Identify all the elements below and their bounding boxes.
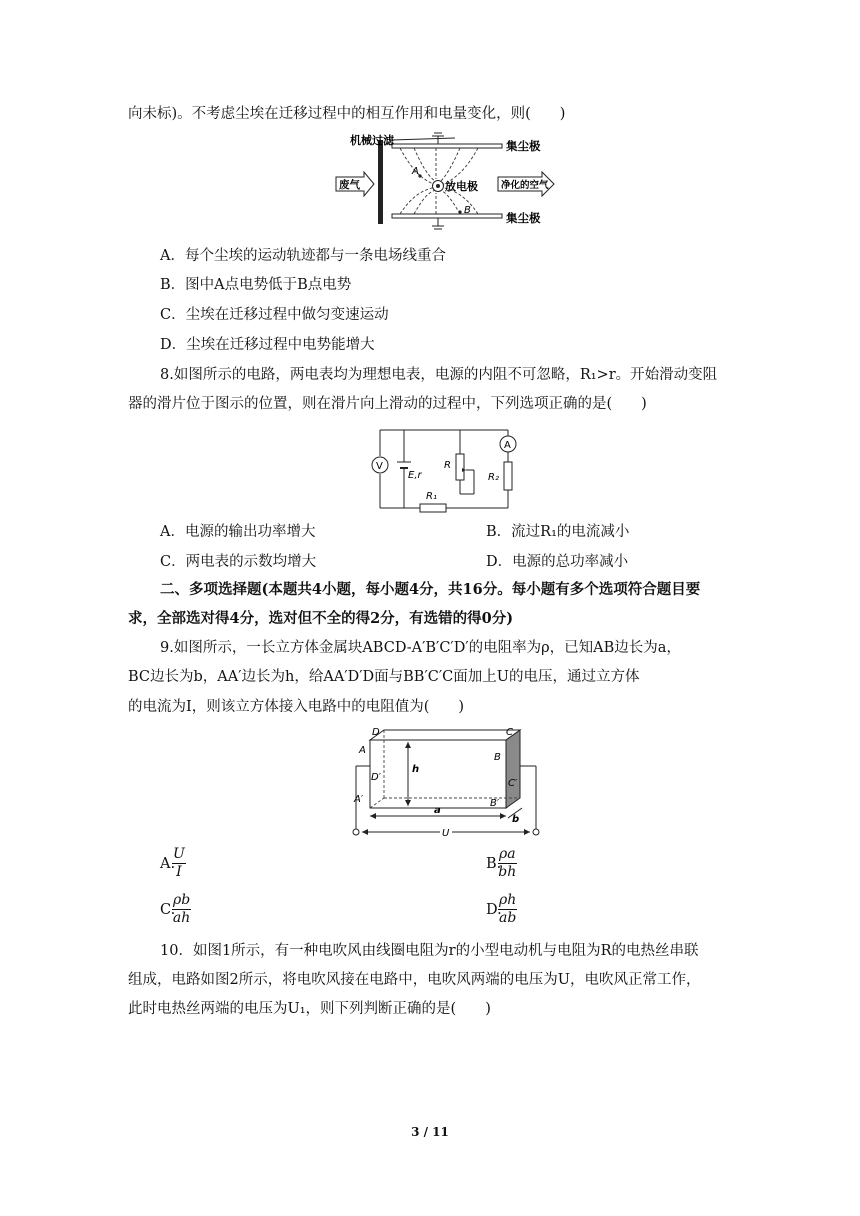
q9-stem-line1: 9.如图所示，一长立方体金属块ABCD-A′B′C′D′的电阻率为ρ，已知AB边长为a， [160,640,681,656]
page-number: 3 / 11 [411,1125,449,1139]
q9-option-d-fraction [498,892,517,927]
q9-option-d-numerator: ρh [499,892,517,908]
h-dimension-label: h [412,764,420,775]
u-label: U [442,828,450,839]
clean-air-label: 净化的空气 [501,180,549,191]
section2-heading-line1: 二、多项选择题(本题共4小题，每小题4分，共16分。每小题有多个选项符合题目要 [160,581,701,598]
q9-stem-line3: 的电流为I，则该立方体接入电路中的电阻值为( ) [128,699,465,715]
q8-option-d: D．电源的总功率减小 [486,554,629,570]
q9-option-b-fraction [498,846,517,881]
vertex-c: C [506,727,513,738]
q9-option-d-letter: D. [486,902,502,918]
q9-option-c-denominator: ah [172,910,191,926]
source-label: E,r [408,470,422,481]
q9-option-b-numerator: ρa [499,846,516,862]
point-a-label: A [412,166,419,177]
q9-option-a-letter: A. [160,856,176,872]
q8-circuit-figure [368,424,528,514]
vertex-c-prime: C′ [508,778,518,789]
q10-stem-line1: 10．如图1所示，有一种电吹风由线圈电阻为r的小型电动机与电阻为R的电热丝串联 [160,943,699,959]
b-dimension-label: b [512,814,520,825]
collector-bottom-label: 集尘极 [506,211,541,225]
q9-stem-line2: BC边长为b，AA′边长为h，给AA′D′D面与BB′C′C面加上U的电压，通过立方体 [128,669,640,685]
r1-label: R₁ [426,491,437,502]
q9-option-a-denominator: I [176,864,182,880]
vertex-b-prime: B′ [490,798,500,809]
q8-option-c: C．两电表的示数均增大 [160,554,317,570]
point-b-label: B [464,205,471,216]
waste-gas-label: 废气 [339,179,360,191]
q9-option-b-denominator: bh [498,864,517,880]
q8-stem-line1: 8.如图所示的电路，两电表均为理想电表，电源的内阻不可忽略，R₁>r。开始滑动变阻 [160,367,718,383]
collector-top-label: 集尘极 [506,139,541,153]
q9-option-a-fraction [172,846,186,881]
q10-stem-line2: 组成，电路如图2所示，将电吹风接在电路中，电吹风两端的电压为U，电吹风正常工作， [128,972,701,988]
q9-option-d-denominator: ab [498,910,517,926]
vertex-d: D [372,727,380,738]
q7-precipitator-figure [330,130,570,238]
discharge-label: 放电极 [445,180,478,193]
q7-option-b: B．图中A点电势低于B点电势 [160,277,352,293]
q9-cuboid-figure [350,722,550,840]
a-dimension-label: a [434,805,441,816]
q8-option-a: A．电源的输出功率增大 [160,524,316,540]
ammeter-label: A [504,440,511,451]
vertex-d-prime: D′ [371,772,381,783]
q7-option-d: D．尘埃在迁移过程中电势能增大 [160,337,375,353]
r2-label: R₂ [488,472,499,483]
q9-option-c-fraction [172,892,191,927]
q8-stem-line2: 器的滑片位于图示的位置，则在滑片向上滑动的过程中，下列选项正确的是( ) [128,396,647,412]
vertex-b: B [494,752,501,763]
voltmeter-label: V [376,461,383,472]
q7-stem-tail: 向未标)。不考虑尘埃在迁移过程中的相互作用和电量变化，则( ) [128,106,566,122]
filter-label: 机械过滤 [350,134,394,147]
q8-option-b: B．流过R₁的电流减小 [486,524,630,540]
q9-option-c-letter: C. [160,902,176,918]
vertex-a: A [359,745,366,756]
vertex-a-prime: A′ [354,794,364,805]
section2-heading-line2: 求，全部选对得4分，选对但不全的得2分，有选错的得0分) [128,610,514,627]
q7-option-c: C．尘埃在迁移过程中做匀变速运动 [160,307,389,323]
q9-option-c-numerator: ρb [173,892,191,908]
rheostat-label: R [444,460,451,471]
q9-option-a-numerator: U [173,846,185,862]
q10-stem-line3: 此时电热丝两端的电压为U₁，则下列判断正确的是( ) [128,1001,491,1017]
q9-option-b-letter: B. [486,856,502,872]
q7-option-a: A．每个尘埃的运动轨迹都与一条电场线重合 [160,248,446,264]
